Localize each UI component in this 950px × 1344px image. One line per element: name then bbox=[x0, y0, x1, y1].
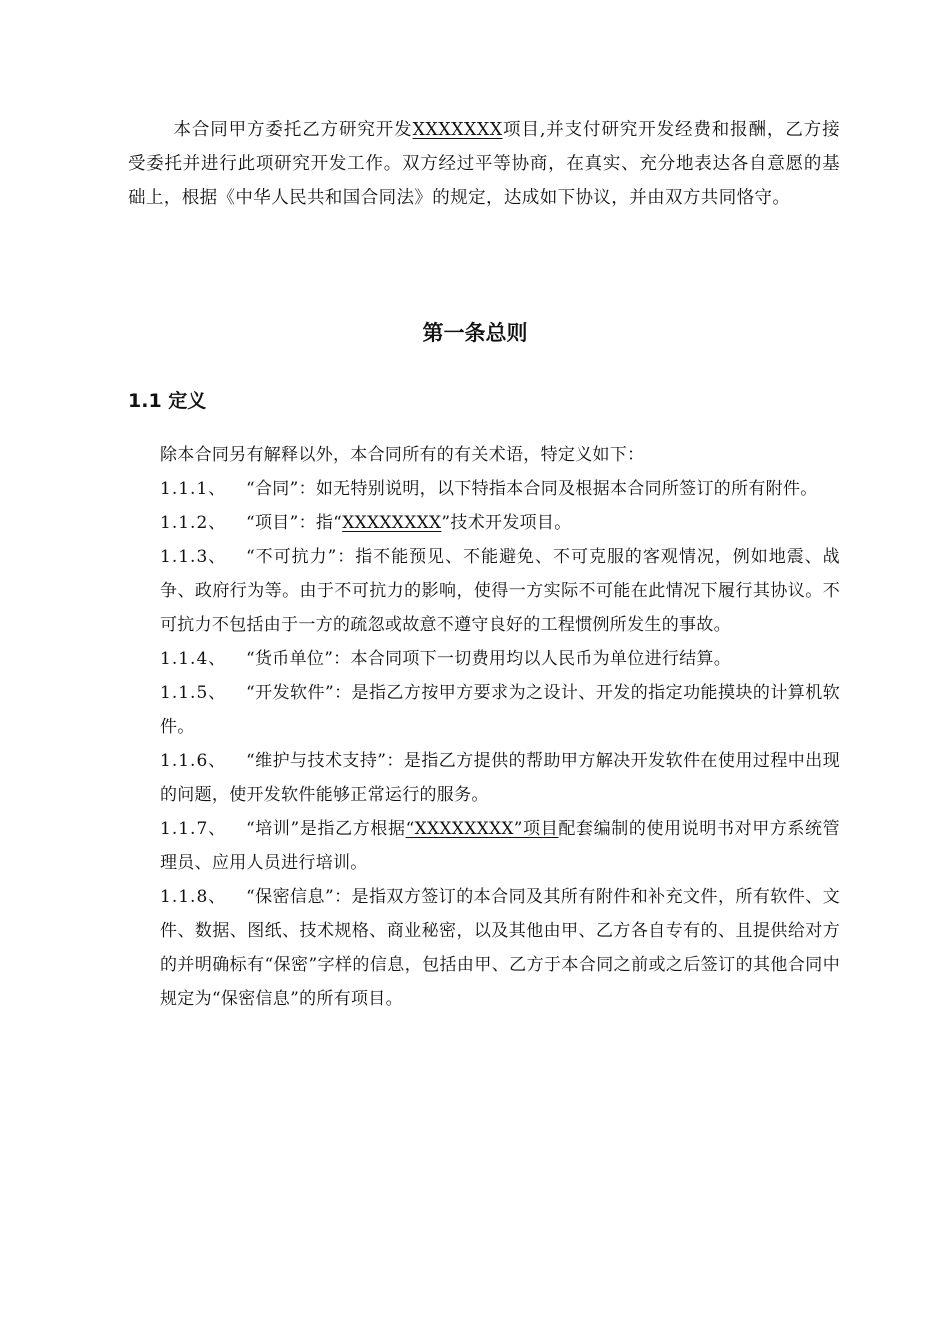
definition-item bbox=[160, 676, 840, 744]
intro-text-b: 项目,并支付研究开发经费和报酬，乙方接受委托并进行此项研究开发工作。双方经过平等协商，在真实、充分地表达各自意愿的基础上，根据《中华人民共和国合同法》的规定，达成如下协议，并由双方共同恪守。 bbox=[128, 120, 840, 208]
project-code: XXXXXXX bbox=[412, 120, 503, 140]
project-code: XXXXXXXX bbox=[342, 513, 442, 533]
definition-text: “开发软件”：是指乙方按甲方要求为之设计、开发的指定功能摸块的计算机软件。 bbox=[160, 683, 840, 737]
definition-item bbox=[160, 880, 840, 1016]
definition-item bbox=[160, 540, 840, 642]
definition-text-a: “培训”是指乙方根据 bbox=[246, 819, 406, 839]
definition-text: “合同”：如无特别说明，以下特指本合同及根据本合同所签订的所有附件。 bbox=[246, 479, 818, 499]
definition-number: 1.1.8、 bbox=[160, 887, 227, 907]
definition-number: 1.1.6、 bbox=[160, 751, 227, 771]
definition-item bbox=[160, 472, 840, 506]
intro-text-a: 本合同甲方委托乙方研究开发 bbox=[173, 120, 413, 140]
definition-text: “不可抗力”：指不能预见、不能避免、不可克服的客观情况，例如地震、战争、政府行为等。由于不可抗力的影响，使得一方实际不可能在此情况下履行其协议。不可抗力不包括由于一方的疏忽或故意不遵守良好的工程惯例所发生的事故。 bbox=[160, 547, 840, 635]
underlined-project: “XXXXXXXX”项目 bbox=[405, 819, 559, 839]
definition-number: 1.1.1、 bbox=[160, 479, 227, 499]
intro-paragraph bbox=[128, 113, 840, 215]
definition-number: 1.1.4、 bbox=[160, 649, 227, 669]
definition-text: “货币单位”：本合同项下一切费用均以人民币为单位进行结算。 bbox=[246, 649, 732, 669]
section-title: 1.1 定义 bbox=[128, 390, 207, 412]
definition-text: “维护与技术支持”：是指乙方提供的帮助甲方解决开发软件在使用过程中出现的问题，使开发软件能够正常运行的服务。 bbox=[160, 751, 840, 805]
definition-number: 1.1.7、 bbox=[160, 819, 227, 839]
definition-number: 1.1.3、 bbox=[160, 547, 227, 567]
article-title: 第一条总则 bbox=[422, 321, 528, 345]
definition-number: 1.1.2、 bbox=[160, 513, 227, 533]
definition-item bbox=[160, 642, 840, 676]
definition-item bbox=[160, 506, 840, 540]
definition-text-b: ”技术开发项目。 bbox=[441, 513, 572, 533]
definition-text: “保密信息”：是指双方签订的本合同及其所有附件和补充文件，所有软件、文件、数据、图纸、技术规格、商业秘密，以及其他由甲、乙方各自专有的、且提供给对方的并明确标有“保密”字样的信息，包括由甲、乙方于本合同之前或之后签订的其他合同中规定为“保密信息”的所有项目。 bbox=[160, 887, 840, 1009]
definition-text-a: “项目”：指“ bbox=[246, 513, 343, 533]
definition-text-b: 配套编制的使用说明书对甲方系统管理员、应用人员进行培训。 bbox=[160, 819, 840, 873]
definition-item bbox=[160, 812, 840, 880]
definitions-lead: 除本合同另有解释以外，本合同所有的有关术语，特定义如下： bbox=[160, 445, 645, 465]
definition-item bbox=[160, 744, 840, 812]
definition-number: 1.1.5、 bbox=[160, 683, 227, 703]
definitions-list bbox=[160, 438, 840, 1016]
